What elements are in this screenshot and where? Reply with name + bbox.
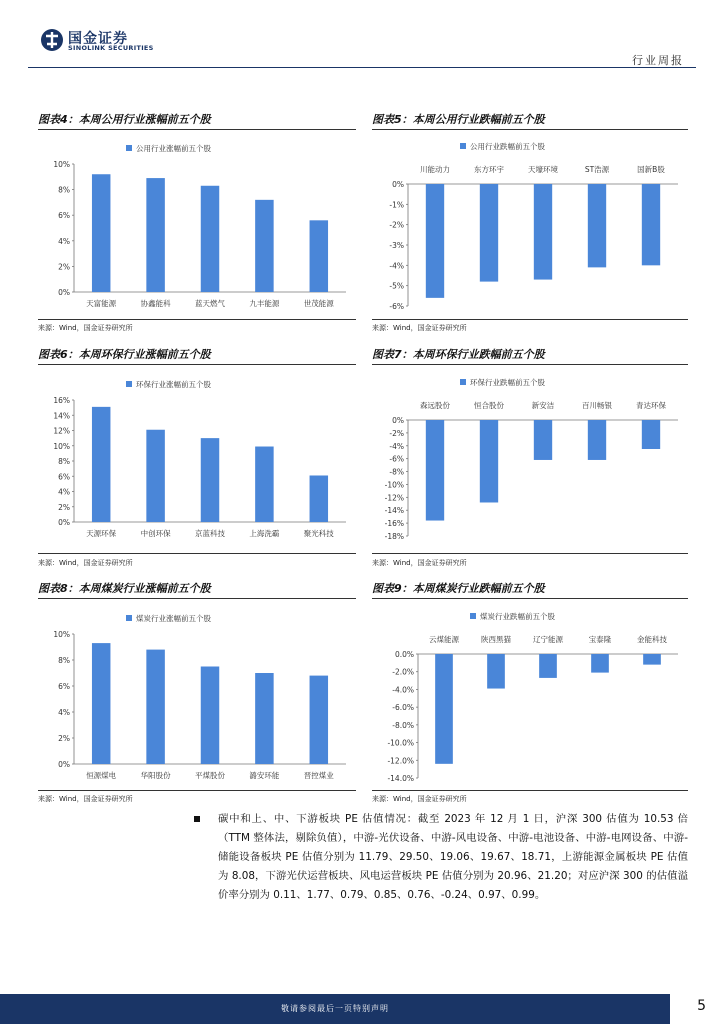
figure-bottom-rule [38,790,356,791]
figure-source: 来源：Wind，国金证券研究所 [372,324,467,332]
bar [534,184,552,280]
category-label: ST浩源 [584,165,610,174]
category-label: 平煤股份 [195,771,225,780]
bar [146,650,164,764]
y-tick-label: -10.0% [387,738,414,748]
category-label: 京蓝科技 [195,529,225,538]
footer-disclaimer[interactable]: 敬请参阅最后一页特别声明 [281,1004,389,1013]
y-tick-label: -8% [389,467,404,477]
body-paragraph: 碳中和上、中、下游板块 PE 估值情况：截至 2023 年 12 月 1 日，沪深 300 估值为 10.53 倍（TTM 整体法，剔除负值），中游-光伏设备、中游-风电设备、中游-电池设备、中游-电网设备、中游-储能设备板块 PE 估值分别为 11.79、29.50、19.06、19.67、18.71，上游能源金属板块 PE 估值为 8.08，下游光伏运营板块、风电运营板块 PE 估值分别为 20.96、21.20；对应沪深 300 的估值溢价率分别为 0.11、1.77、0.79、0.85、0.76、-0.24、0.97、0.99。 [218,813,688,901]
category-label: 天源环保 [86,529,117,538]
y-tick-label: -10% [384,480,404,490]
category-label: 云煤能源 [429,635,459,644]
logo-mark-icon [40,28,64,52]
category-label: 蓝天燃气 [195,299,225,308]
y-tick-label: -2.0% [392,667,414,677]
y-tick-label: -6% [389,302,404,311]
bar [310,220,328,292]
header-divider [28,67,696,68]
y-tick-label: -6.0% [392,703,414,713]
bar [426,420,444,521]
y-tick-label: 2% [58,734,70,743]
legend-label: 公用行业涨幅前五个股 [136,144,211,153]
figure-title: 图表4：本周公用行业涨幅前五个股 [38,113,211,126]
page-footer [0,994,724,1024]
y-tick-label: -16% [384,519,404,529]
y-tick-label: 0% [58,518,70,527]
bar [480,420,498,502]
bar [642,184,660,265]
bullet-marker [194,816,200,822]
legend-swatch [470,613,476,619]
y-tick-label: -14.0% [387,774,414,783]
bar [146,430,164,522]
bar [435,654,453,764]
category-label: 百川畅银 [582,401,612,410]
figure-title-rule [372,129,688,130]
figure-source: 来源：Wind，国金证券研究所 [38,324,133,332]
y-tick-label: 4% [58,487,70,497]
y-tick-label: 8% [58,656,70,665]
y-tick-label: -1% [389,200,404,210]
category-label: 青达环保 [636,401,666,410]
bar-chart-svg [372,372,688,542]
bar [591,654,609,673]
category-label: 金能科技 [637,635,667,644]
figure-source: 来源：Wind，国金证券研究所 [38,559,133,567]
bar-chart-svg [372,606,688,784]
figure-title-rule [372,598,688,599]
category-label: 恒合股份 [474,401,504,410]
category-label: 川能动力 [420,165,450,174]
bar [480,184,498,282]
figure-title-rule [38,364,356,365]
category-label: 世茂能源 [303,299,334,308]
figure-bottom-rule [38,319,356,320]
figure-chart [372,372,688,542]
bar [534,420,552,460]
legend-label: 公用行业跌幅前五个股 [470,142,545,151]
y-tick-label: 6% [58,472,70,482]
y-tick-label: 0% [58,760,70,769]
page-number: 5 [697,998,706,1014]
y-tick-label: 16% [53,396,70,405]
figure-bottom-rule [372,790,688,791]
figure-chart [38,372,356,542]
figure-source: 来源：Wind，国金证券研究所 [372,795,467,803]
legend-label: 环保行业涨幅前五个股 [136,380,211,389]
category-label: 上海洗霸 [249,529,280,538]
bar [201,186,219,292]
bar [487,654,505,689]
y-tick-label: 0% [392,416,404,425]
legend-swatch [460,143,466,149]
bar-chart-svg [372,136,688,312]
y-tick-label: 10% [53,630,70,639]
bar [92,407,110,522]
bar [310,676,328,764]
bar-chart-svg [38,372,356,542]
figure-chart [372,606,688,784]
legend-label: 煤炭行业跌幅前五个股 [480,612,555,621]
category-label: 聚光科技 [303,529,334,538]
category-label: 国新B股 [637,165,665,174]
figure-title: 图表9：本周煤炭行业跌幅前五个股 [372,582,545,595]
bar [92,174,110,292]
category-label: 协鑫能科 [140,299,171,308]
y-tick-label: 12% [53,426,70,436]
figure-title-rule [38,598,356,599]
page-number-box [670,994,724,1024]
y-tick-label: 0% [58,288,70,297]
y-tick-label: 0.0% [394,650,414,659]
category-label: 新安洁 [531,401,555,410]
section-label: 行业周报 [632,54,684,67]
y-tick-label: -3% [389,241,404,250]
bar [588,420,606,460]
figure-title: 图表8：本周煤炭行业涨幅前五个股 [38,582,211,595]
bar [426,184,444,298]
legend-swatch [126,145,132,151]
y-tick-label: 2% [58,262,70,272]
y-tick-label: -2% [389,220,404,230]
figure-source: 来源：Wind，国金证券研究所 [38,795,133,803]
legend-label: 煤炭行业涨幅前五个股 [136,614,211,623]
y-tick-label: 6% [58,211,70,221]
bar [146,178,164,292]
category-label: 九丰能源 [249,299,280,308]
y-tick-label: -12% [384,493,404,503]
y-tick-label: -6% [389,454,404,464]
y-tick-label: -4.0% [392,685,414,695]
bar [255,673,273,764]
category-label: 恒源煤电 [86,771,117,780]
bar-chart-svg [38,606,356,784]
figure-title-rule [38,129,356,130]
y-tick-label: -2% [389,428,404,438]
figure-title: 图表7：本周环保行业跌幅前五个股 [372,348,545,361]
figure-title-rule [372,364,688,365]
figure-title: 图表6：本周环保行业涨幅前五个股 [38,348,211,361]
logo-text-en: SINOLINK SECURITIES [68,44,154,52]
bar-chart-svg [38,136,356,312]
bar [255,200,273,292]
bar [201,667,219,765]
y-tick-label: -14% [384,506,404,516]
bar [643,654,661,665]
y-tick-label: 8% [58,457,70,466]
bar [92,643,110,764]
bar [201,438,219,522]
page-header [0,0,724,70]
y-tick-label: -8.0% [392,720,414,730]
bar [588,184,606,267]
y-tick-label: 0% [392,180,404,189]
legend-label: 环保行业跌幅前五个股 [470,378,545,387]
y-tick-label: 10% [53,441,70,451]
figure-title: 图表5：本周公用行业跌幅前五个股 [372,113,545,126]
category-label: 森远股份 [420,401,450,410]
category-label: 天壕环境 [528,165,558,174]
figure-bottom-rule [38,553,356,554]
company-logo [40,28,160,54]
figure-bottom-rule [372,553,688,554]
y-tick-label: 6% [58,682,70,691]
category-label: 华阳股份 [140,771,171,780]
bar [255,447,273,522]
category-label: 天富能源 [86,299,117,308]
y-tick-label: -4% [389,261,404,271]
legend-swatch [460,379,466,385]
bar [310,475,328,522]
legend-swatch [126,381,132,387]
category-label: 陕西黑猫 [481,635,511,644]
figure-chart [38,606,356,784]
y-tick-label: 2% [58,502,70,512]
figure-chart [38,136,356,312]
y-tick-label: -4% [389,441,404,451]
y-tick-label: 4% [58,236,70,246]
figure-bottom-rule [372,319,688,320]
y-tick-label: 8% [58,185,70,195]
y-tick-label: -12.0% [387,756,414,766]
y-tick-label: -5% [389,281,404,291]
y-tick-label: 10% [53,160,70,169]
category-label: 晋控煤业 [303,771,334,780]
y-tick-label: -18% [384,532,404,541]
y-tick-label: 14% [53,411,70,421]
y-tick-label: 4% [58,708,70,717]
category-label: 中创环保 [140,529,171,538]
category-label: 辽宁能源 [533,635,563,644]
legend-swatch [126,615,132,621]
logo-text-cn: 国金证券 [68,31,128,47]
bar [539,654,557,678]
category-label: 潞安环能 [249,771,280,780]
category-label: 东方环宇 [474,165,504,174]
bar [642,420,660,449]
figure-chart [372,136,688,312]
figure-source: 来源：Wind，国金证券研究所 [372,559,467,567]
category-label: 宝泰隆 [588,635,612,644]
